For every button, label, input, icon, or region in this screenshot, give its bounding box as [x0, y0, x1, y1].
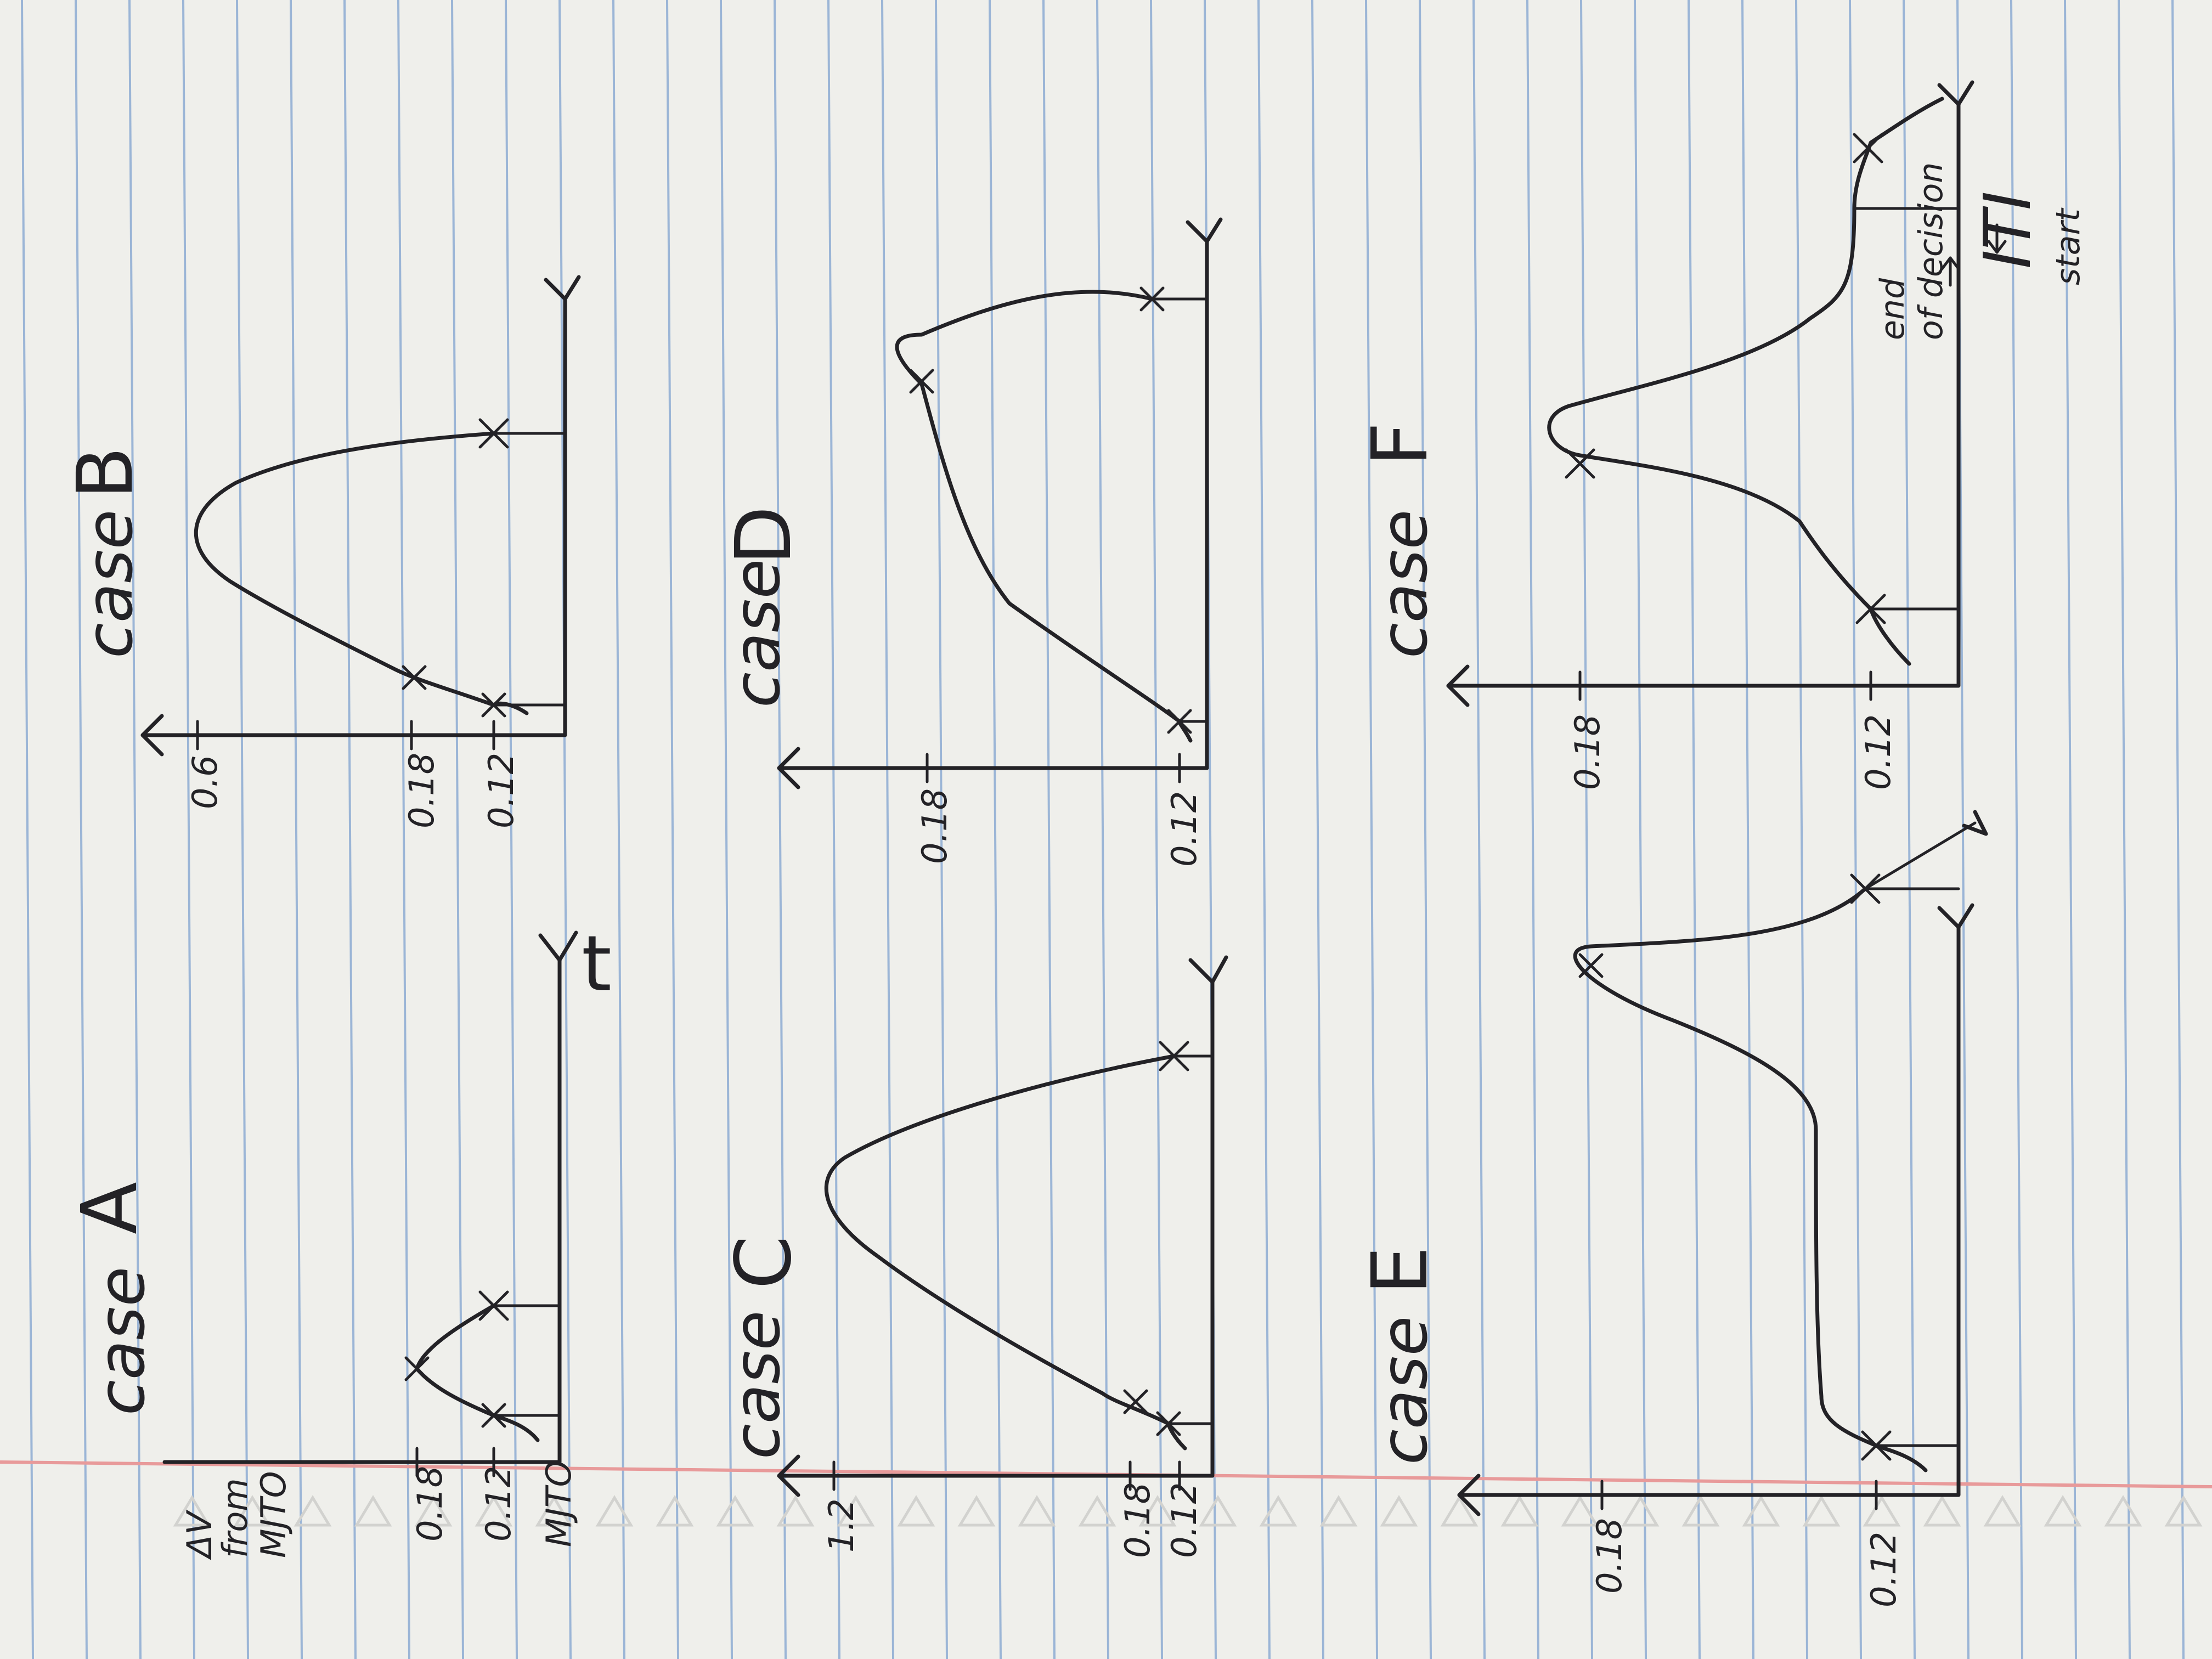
case-f-tick-label-018: 0.18 [1567, 714, 1607, 790]
case-c-tick-label-012: 0.12 [1164, 1482, 1204, 1558]
case-a-letter: A [65, 1182, 155, 1234]
case-f-word: case [1366, 509, 1442, 658]
case-e-tick-label-012: 0.12 [1864, 1531, 1904, 1607]
case-e-letter: E [1356, 1246, 1445, 1295]
case-a-tick-label-012: 0.12 [478, 1465, 518, 1542]
y-axis-title-line1: ΔV [179, 1511, 219, 1558]
case-e-word: case [1366, 1316, 1442, 1465]
case-f-annotation-decision: of decision [1912, 162, 1950, 340]
case-c-tick-label-018: 0.18 [1118, 1482, 1158, 1558]
case-d-tick-label-018: 0.18 [915, 788, 955, 864]
case-b-tick-label-018: 0.18 [402, 752, 442, 828]
case-f-tick-label-012: 0.12 [1858, 714, 1898, 790]
case-a-tick-label-mjto: MJTO [539, 1460, 579, 1547]
case-d-tick-label-012: 0.12 [1164, 791, 1204, 867]
case-f-annotation-start: start [2049, 208, 2087, 285]
case-e-tick-label-018: 0.18 [1589, 1517, 1629, 1594]
t-axis-label: t [582, 919, 612, 1009]
case-f-annotation-end: end [1874, 278, 1912, 340]
case-a-word: case [83, 1266, 159, 1415]
case-a-tick-label-018: 0.18 [410, 1465, 450, 1542]
y-axis-title-line2: from [215, 1478, 255, 1558]
y-axis-title-line3: MJTO [253, 1471, 294, 1558]
case-c-word: case [719, 1310, 794, 1459]
case-c-letter: C [719, 1235, 809, 1289]
case-b-tick-label-012: 0.12 [481, 752, 521, 828]
case-f-annotation-iti: ITI [1970, 191, 2045, 269]
case-b-letter: B [61, 446, 150, 499]
case-b-word: case [71, 509, 147, 658]
case-d-word: case [719, 558, 794, 708]
case-c-tick-label-12: 1.2 [821, 1498, 861, 1553]
case-f-letter: F [1356, 422, 1445, 466]
case-d-letter: D [719, 506, 809, 565]
case-b-tick-label-06: 0.6 [185, 755, 225, 809]
